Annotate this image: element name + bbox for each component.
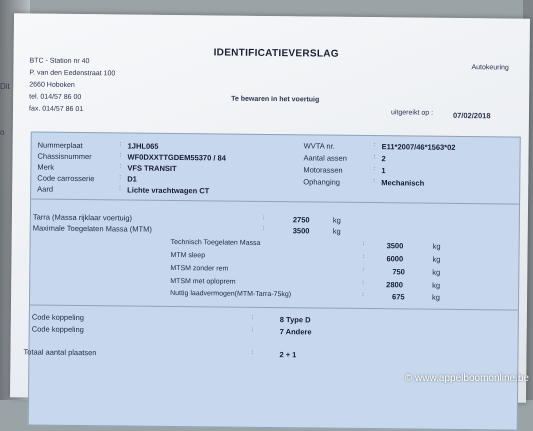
approval-label: Autokeuring <box>471 64 509 72</box>
separator: : <box>362 240 365 247</box>
tech-unit: kg <box>432 254 441 264</box>
document-title: IDENTIFICATIEVERSLAG <box>213 47 339 60</box>
separator: : <box>373 178 375 185</box>
separator: : <box>262 225 265 232</box>
separator: : <box>119 141 122 148</box>
edge-text: Dit <box>0 82 10 91</box>
field-value-plate: 1JHL065 <box>127 141 159 151</box>
seats-label: Totaal aantal plaatsen <box>23 347 97 358</box>
document-subtitle: Te bewaren in het voertuig <box>231 95 320 104</box>
separator: : <box>362 279 364 286</box>
tech-value-payload: 675 <box>392 292 405 302</box>
field-value-suspension: Mechanisch <box>381 178 425 188</box>
mass-value-max: 3500 <box>292 226 310 236</box>
field-label-suspension: Ophanging <box>303 177 341 187</box>
field-label-driven-axles: Motorassen <box>303 165 343 175</box>
tech-unit: kg <box>432 280 441 290</box>
mass-unit: kg <box>332 226 341 236</box>
separator: : <box>119 174 122 181</box>
coupling-value: 8 Type D <box>279 315 311 325</box>
divider <box>31 198 519 204</box>
tech-unit: kg <box>432 241 441 251</box>
tech-value-braked: 2800 <box>386 280 403 290</box>
separator: : <box>373 154 376 161</box>
mass-value-tare: 2750 <box>292 215 310 225</box>
field-value-type: Lichte vrachtwagen CT <box>127 185 210 196</box>
field-value-body-code: D1 <box>127 174 137 184</box>
field-value-chassis: WF0DXXTTGDEM55370 / 84 <box>127 152 226 163</box>
field-label-chassis: Chassisnummer <box>37 151 92 162</box>
tech-value-unbraked: 750 <box>392 267 405 277</box>
separator: : <box>262 214 265 221</box>
issuer-line: 2660 Hoboken <box>29 81 75 89</box>
field-value-driven-axles: 1 <box>381 166 386 176</box>
field-label-body-code: Code carrosserie <box>37 173 95 184</box>
field-label-brand: Merk <box>37 162 55 172</box>
tech-label-towing: MTM sleep <box>170 251 206 260</box>
separator: : <box>251 349 254 356</box>
tech-label-permissible: Technisch Toegelaten Massa <box>170 238 261 247</box>
field-label-plate: Nummerplaat <box>37 140 83 151</box>
tech-value-permissible: 3500 <box>386 241 404 251</box>
coupling-label: Code koppeling <box>31 312 85 323</box>
mass-unit: kg <box>332 215 341 225</box>
field-value-wvta: E11*2007/46*1563*02 <box>381 142 456 152</box>
separator: : <box>119 185 121 192</box>
tech-value-towing: 6000 <box>386 254 404 264</box>
mass-label-tare: Tarra (Massa rijklaar voertuig) <box>32 212 133 223</box>
coupling-label: Code koppeling <box>31 324 84 335</box>
separator: : <box>362 253 365 260</box>
mass-label-max: Maximale Toegelaten Massa (MTM) <box>32 223 152 234</box>
tech-label-braked: MTSM met oploprem <box>170 277 236 286</box>
issuer-line: P. van den Eedenstraat 100 <box>29 69 116 78</box>
tech-label-payload: Nuttig laadvermogen(MTM-Tarra-75kg) <box>170 289 292 299</box>
field-label-type: Aard <box>37 184 54 194</box>
issued-date: 07/02/2018 <box>452 110 491 121</box>
field-label-wvta: WVTA nr. <box>303 141 335 151</box>
issuer-fax: fax. 014/57 86 01 <box>28 105 84 114</box>
field-label-axles: Aantal assen <box>303 153 347 163</box>
separator: : <box>119 152 122 159</box>
divider <box>30 304 518 310</box>
edge-text: o <box>0 128 5 137</box>
separator: : <box>119 163 122 170</box>
field-value-axles: 2 <box>381 154 386 164</box>
tech-unit: kg <box>432 292 441 302</box>
field-value-brand: VFS TRANSIT <box>127 163 177 174</box>
separator: : <box>251 326 254 333</box>
issuer-phone: tel. 014/57 86 00 <box>29 93 82 102</box>
separator: : <box>373 166 376 173</box>
coupling-value: 7 Andere <box>279 327 312 337</box>
separator: : <box>362 291 364 298</box>
watermark-credit: © www.appelboomonline.be <box>404 373 529 384</box>
issuer-line: BTC - Station nr 40 <box>29 57 90 66</box>
vehicle-data-box <box>23 131 521 430</box>
separator: : <box>251 314 254 321</box>
separator: : <box>373 142 376 149</box>
identification-report-sheet <box>10 13 530 402</box>
tech-unit: kg <box>432 267 441 277</box>
issued-label: uitgereikt op : <box>390 109 434 117</box>
seats-value: 2 + 1 <box>279 350 297 360</box>
separator: : <box>362 266 365 273</box>
tech-label-unbraked: MTSM zonder rem <box>170 264 229 273</box>
